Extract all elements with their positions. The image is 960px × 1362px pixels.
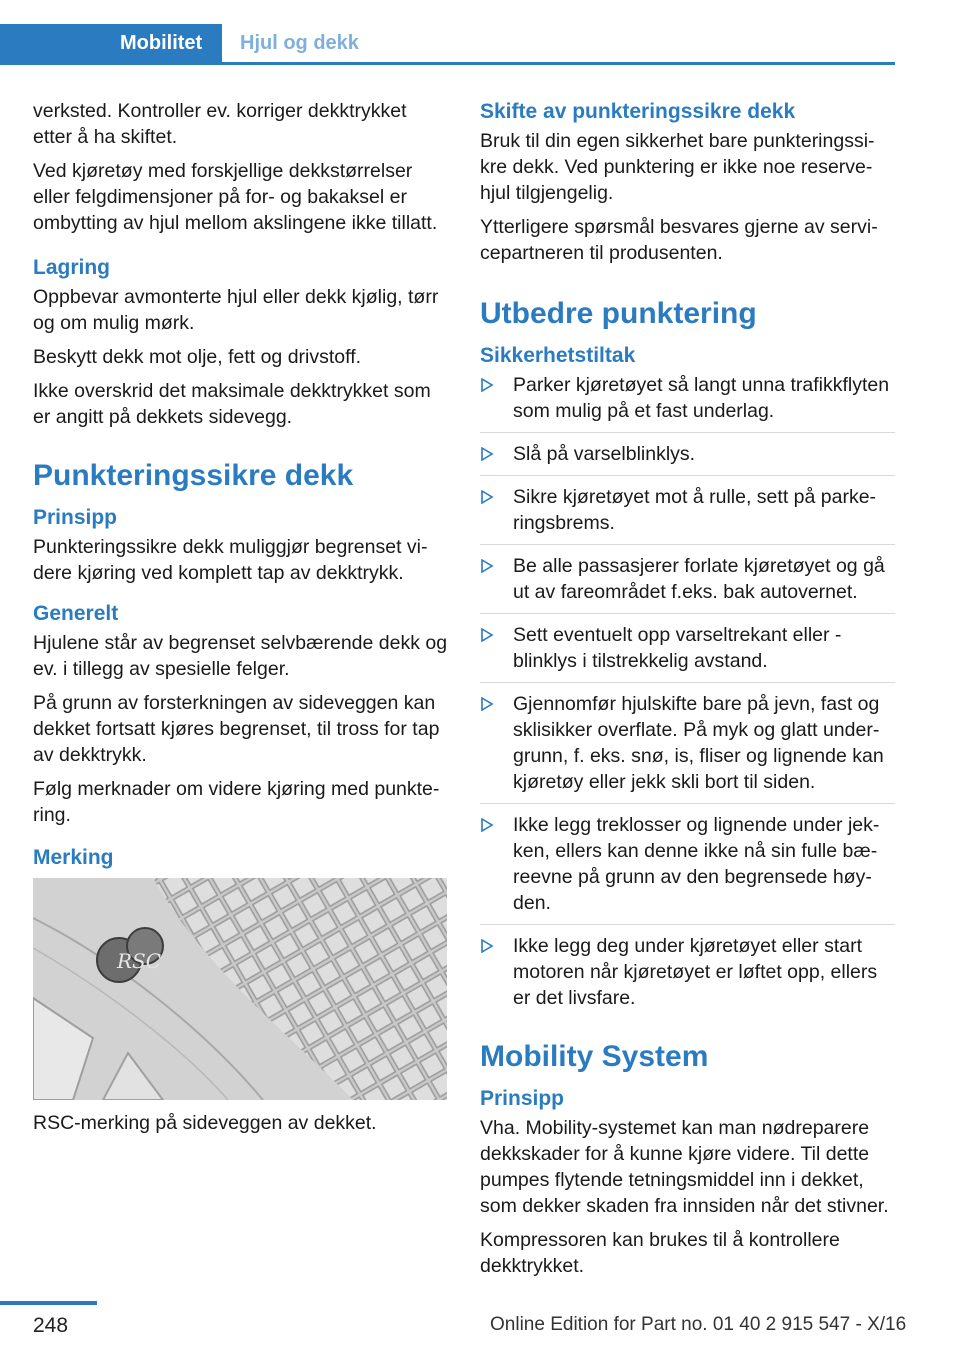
paragraph: Beskytt dekk mot olje, fett og drivstoff.: [33, 346, 362, 368]
paragraph: Følg merknader om videre kjøring med punktering.: [33, 778, 440, 826]
section-heading-mobility-system: Mobility System: [480, 1040, 709, 1073]
bullet-text: Slå på varselblinklys.: [513, 443, 696, 465]
bullet-text: Sikre kjøretøyet mot å rulle, sett på parkeringsbrems.: [513, 486, 877, 534]
bullet-item: [480, 812, 895, 925]
paragraph: verksted. Kontroller ev. korriger dekktrykket etter å ha skiftet.: [33, 100, 407, 148]
section-heading-lagring: Lagring: [33, 256, 110, 279]
paragraph: Ytterligere spørsmål besvares gjerne av servicepartneren til produsenten.: [480, 216, 878, 264]
paragraph: Vha. Mobility-systemet kan man nødreparere dekkskader for å kunne kjøre videre. Til dette pumpes flytende tetningsmiddel inn i dekket, som dekker skaden fra innsiden når det stivner.: [480, 1117, 889, 1217]
header-tabs: [0, 24, 895, 65]
bullet-item: [480, 622, 895, 683]
footer-accent-line: [0, 1301, 97, 1305]
triangle-bullet-icon: [480, 697, 494, 711]
bullet-text: Be alle passasjerer forlate kjøretøyet og gå ut av fareområdet f.eks. bak autovernet.: [513, 555, 885, 603]
paragraph: Oppbevar avmonterte hjul eller dekk kjølig, tørr og om mulig mørk.: [33, 286, 439, 334]
triangle-bullet-icon: [480, 628, 494, 642]
subheading-prinsipp: Prinsipp: [480, 1087, 565, 1110]
paragraph: Hjulene står av begrenset selvbærende dekk og ev. i tillegg av spesielle felger.: [33, 632, 448, 680]
subheading-sikkerhetstiltak: Sikkerhetstiltak: [480, 344, 636, 367]
triangle-bullet-icon: [480, 447, 494, 461]
triangle-bullet-icon: [480, 378, 494, 392]
tire-sidewall-image: [33, 878, 447, 1100]
section-heading-utbedre-punktering: Utbedre punktering: [480, 297, 757, 330]
subheading-merking: Merking: [33, 846, 114, 869]
subheading-prinsipp: Prinsipp: [33, 506, 118, 529]
paragraph: Kompressoren kan brukes til å kontrollere dekktrykket.: [480, 1229, 840, 1277]
triangle-bullet-icon: [480, 559, 494, 573]
paragraph: Punkteringssikre dekk muliggjør begrenset videre kjøring ved komplett tap av dekktrykk.: [33, 536, 428, 584]
section-heading-punkteringssikre-dekk: Punkteringssikre dekk: [33, 459, 354, 492]
triangle-bullet-icon: [480, 818, 494, 832]
bullet-item: [480, 372, 895, 433]
safety-bullet-list: [480, 372, 895, 1019]
tab-hjul-og-dekk[interactable]: Hjul og dekk: [222, 24, 359, 62]
triangle-bullet-icon: [480, 939, 494, 953]
edition-text: Online Edition for Part no. 01 40 2 915 547 - X/16: [490, 1314, 907, 1335]
bullet-item: [480, 691, 895, 804]
bullet-text: Sett eventuelt opp varseltrekant eller -blinklys i tilstrekkelig avstand.: [513, 624, 842, 672]
bullet-item: [480, 484, 895, 545]
rsc-logo-text: RSC: [117, 949, 162, 973]
paragraph: Ved kjøretøy med forskjellige dekkstørrelser eller felgdimensjoner på for- og bakaksel er ombytting av hjul mellom akslingene ikke tillatt.: [33, 160, 438, 234]
page-number: 248: [33, 1314, 69, 1337]
left-column: [33, 98, 449, 1144]
paragraph: Ikke overskrid det maksimale dekktrykket som er angitt på dekkets sidevegg.: [33, 380, 431, 428]
tab-mobilitet[interactable]: Mobilitet: [0, 24, 222, 62]
paragraph: På grunn av forsterkningen av sideveggen kan dekket fortsatt kjøres begrenset, til tross for tap av dekktrykk.: [33, 692, 440, 766]
right-column: [480, 98, 895, 1287]
bullet-item: [480, 553, 895, 614]
subheading-generelt: Generelt: [33, 602, 119, 625]
paragraph: Bruk til din egen sikkerhet bare punkteringssikre dekk. Ved punktering er ikke noe reservehjul tilgjengelig.: [480, 130, 875, 204]
bullet-text: Gjennomfør hjulskifte bare på jevn, fast og sklisikker overflate. På myk og glatt undergrunn, f. eks. snø, is, fliser og lignende kan kjøretøy eller jekk skli bort til siden.: [513, 693, 884, 793]
bullet-text: Ikke legg treklosser og lignende under jekken, ellers kan denne ikke nå sin fulle bæreevne på grunn av den begrensede høyden.: [513, 814, 880, 914]
image-caption: RSC-merking på sideveggen av dekket.: [33, 1112, 377, 1134]
bullet-text: Parker kjøretøyet så langt unna trafikkflyten som mulig på et fast underlag.: [513, 374, 890, 422]
subheading-skifte: Skifte av punkteringssikre dekk: [480, 100, 796, 123]
bullet-item: [480, 933, 895, 1019]
triangle-bullet-icon: [480, 490, 494, 504]
bullet-text: Ikke legg deg under kjøretøyet eller start motoren når kjøretøyet er løftet opp, ellers er det livsfare.: [513, 935, 878, 1009]
bullet-item: [480, 441, 895, 476]
